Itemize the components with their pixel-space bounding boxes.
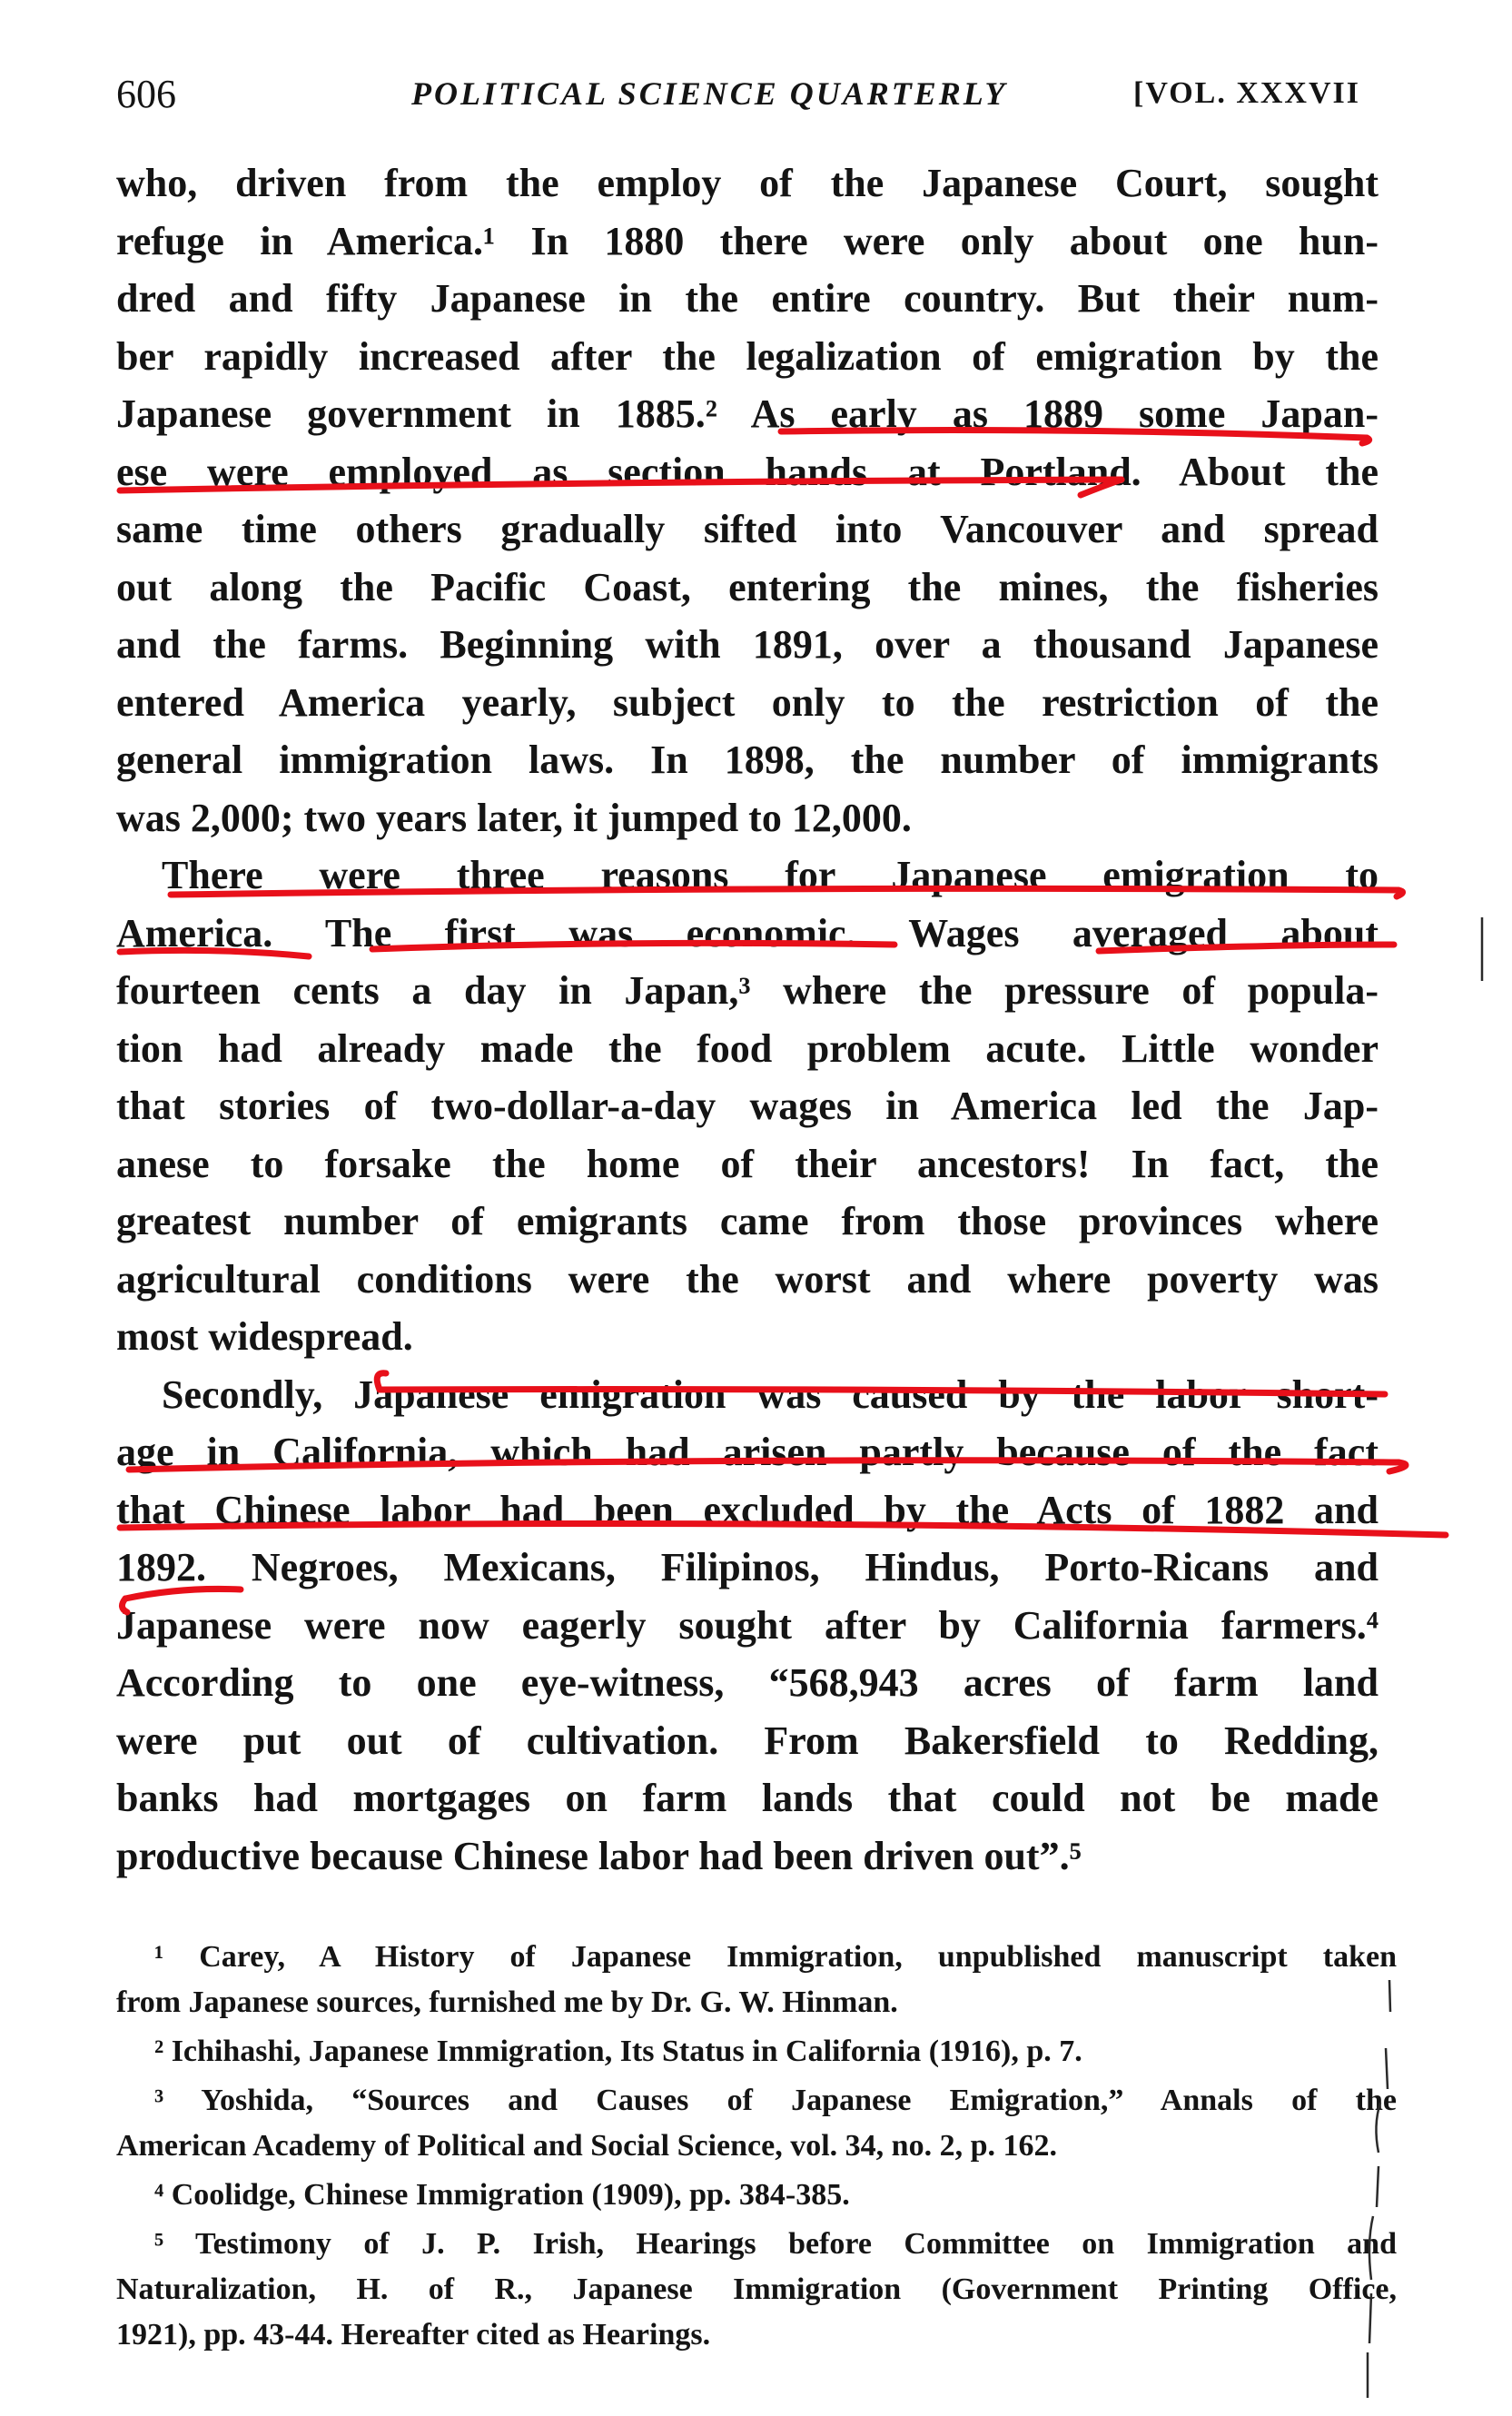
text-line: general immigration laws. In 1898, the number of immigrants [116, 738, 1379, 782]
text-line: productive because Chinese labor had been driven out”.⁵ [116, 1833, 1082, 1878]
footnotes [116, 1935, 1397, 2358]
text-line: refuge in America.¹ In 1880 there were only about one hun- [116, 218, 1379, 263]
footnote-line: American Academy of Political and Social Science, vol. 34, no. 2, p. 162. [116, 2129, 1057, 2163]
text-line: greatest number of emigrants came from those provinces where [116, 1199, 1379, 1243]
text-line: dred and fifty Japanese in the entire country. But their num- [116, 276, 1379, 321]
volume-label: [VOL. XXXVII [1133, 76, 1360, 110]
text-line: Japanese were now eagerly sought after by California farmers.⁴ [116, 1602, 1379, 1648]
body-text [116, 154, 1379, 1885]
journal-title: POLITICAL SCIENCE QUARTERLY [411, 75, 1008, 112]
text-line: tion had already made the food problem acute. Little wonder [116, 1025, 1379, 1071]
text-line: 1892. Negroes, Mexicans, Filipinos, Hindus, Porto-Ricans and [116, 1545, 1379, 1589]
text-line: ese were employed as section hands at Portland. About the [116, 449, 1379, 494]
footnote-line: ² Ichihashi, Japanese Immigration, Its Status in California (1916), p. 7. [154, 2035, 1082, 2068]
text-line: and the farms. Beginning with 1891, over a thousand Japanese [116, 622, 1379, 667]
footnote-line: from Japanese sources, furnished me by Dr. G. W. Hinman. [116, 1985, 898, 2019]
footnote-line: ⁵ Testimony of J. P. Irish, Hearings before Committee on Immigration and [154, 2227, 1397, 2261]
text-line: was 2,000; two years later, it jumped to 12,000. [116, 795, 912, 840]
text-line: out along the Pacific Coast, entering the mines, the fisheries [116, 564, 1379, 609]
text-line: According to one eye-witness, “568,943 acres of farm land [116, 1660, 1379, 1705]
text-line: who, driven from the employ of the Japanese Court, sought [116, 161, 1379, 205]
text-line: age in California, which had arisen partly because of the fact [116, 1430, 1379, 1474]
underline-mark [1389, 1462, 1406, 1471]
text-line: that stories of two-dollar-a-day wages in America led the Jap- [116, 1084, 1379, 1128]
text-line: There were three reasons for Japanese emigration to [162, 853, 1379, 897]
text-line: banks had mortgages on farm lands that could not be made [116, 1776, 1379, 1820]
footnote-line: ³ Yoshida, “Sources and Causes of Japanese Emigration,” Annals of the [154, 2084, 1397, 2117]
text-line: that Chinese labor had been excluded by the Acts of 1882 and [116, 1487, 1379, 1532]
running-header [116, 71, 1388, 125]
text-line: anese to forsake the home of their ancestors! In fact, the [116, 1141, 1379, 1186]
text-line: Japanese government in 1885.² As early as 1889 some Japan- [116, 391, 1379, 436]
text-line: agricultural conditions were the worst and where poverty was [116, 1256, 1379, 1302]
footnote-line: 1921), pp. 43-44. Hereafter cited as Hearings. [116, 2318, 711, 2352]
text-line: most widespread. [116, 1314, 413, 1359]
text-line: Secondly, Japanese emigration was caused by the labor short- [162, 1371, 1379, 1417]
footnote-line: Naturalization, H. of R., Japanese Immigration (Government Printing Office, [116, 2272, 1397, 2306]
text-line: America. The first was economic. Wages averaged about [116, 910, 1379, 956]
text-line: ber rapidly increased after the legalization of emigration by the [116, 333, 1379, 379]
page-number: 606 [116, 72, 176, 116]
text-line: were put out of cultivation. From Bakersfield to Redding, [116, 1718, 1379, 1763]
underline-mark [1397, 890, 1403, 896]
footnote-line: ¹ Carey, A History of Japanese Immigration, unpublished manuscript taken [154, 1940, 1397, 1974]
text-line: same time others gradually sifted into Vancouver and spread [116, 507, 1379, 551]
text-line: entered America yearly, subject only to the restriction of the [116, 679, 1379, 725]
text-line: fourteen cents a day in Japan,³ where the pressure of popula- [116, 968, 1379, 1013]
footnote-line: ⁴ Coolidge, Chinese Immigration (1909), pp. 384-385. [154, 2178, 850, 2212]
